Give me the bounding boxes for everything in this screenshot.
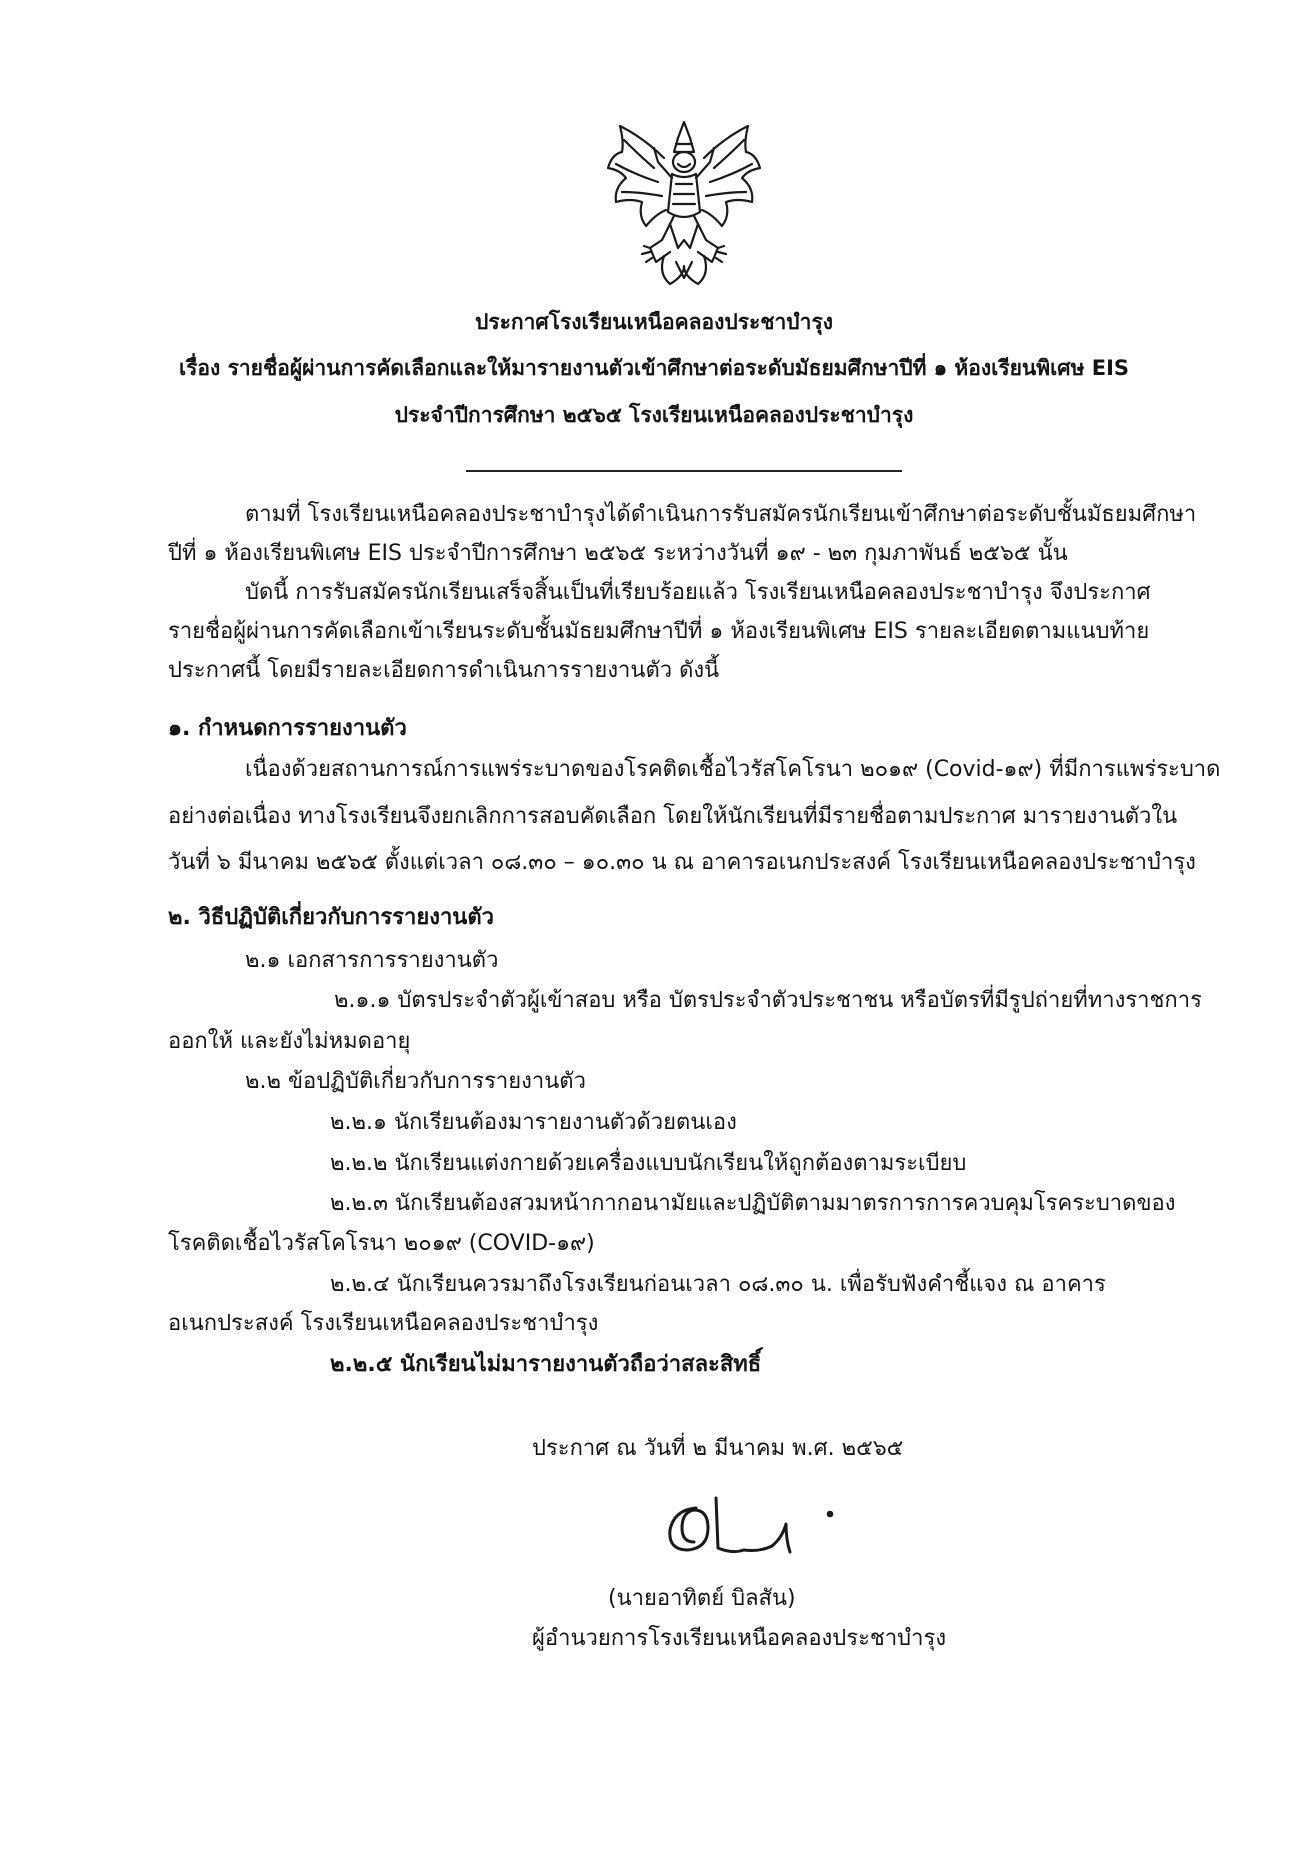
- handwritten-signature: [660, 1488, 845, 1568]
- announcement-title: ประกาศโรงเรียนเหนือคลองประชาบำรุง: [474, 310, 833, 334]
- intro-paragraph-2-line-1: บัดนี้ การรับสมัครนักเรียนเสร็จสิ้นเป็นที่เรียบร้อยแล้ว โรงเรียนเหนือคลองประชาบำรุง จึงประกาศ: [245, 580, 1151, 605]
- section-1-line-2: อย่างต่อเนื่อง ทางโรงเรียนจึงยกเลิกการสอบคัดเลือก โดยให้นักเรียนที่มีรายชื่อตามประกาศ มารายงานตัวใน: [168, 804, 1178, 829]
- section-1-line-1: เนื่องด้วยสถานการณ์การแพร่ระบาดของโรคติดเชื้อไวรัสโคโรนา ๒๐๑๙ (Covid-๑๙) ที่มีการแพร่ระบาด: [245, 757, 1221, 782]
- intro-paragraph-1-line-1: ตามที่ โรงเรียนเหนือคลองประชาบำรุงได้ดำเนินการรับสมัครนักเรียนเข้าศึกษาต่อระดับชั้นมัธยมศึกษา: [245, 502, 1197, 527]
- title-divider: [466, 470, 902, 472]
- section-2-2-4-line-2: อเนกประสงค์ โรงเรียนเหนือคลองประชาบำรุง: [168, 1311, 599, 1336]
- section-2-heading: ๒. วิธีปฏิบัติเกี่ยวกับการรายงานตัว: [168, 905, 494, 930]
- section-2-2-5: ๒.๒.๕ นักเรียนไม่มารายงานตัวถือว่าสละสิทธิ์: [330, 1352, 762, 1377]
- section-2-1-heading: ๒.๑ เอกสารการรายงานตัว: [245, 948, 499, 973]
- announcement-subject-line-1: เรื่อง รายชื่อผู้ผ่านการคัดเลือกและให้มารายงานตัวเข้าศึกษาต่อระดับมัธยมศึกษาปีที่ ๑ ห้องเรียนพิเศษ EIS: [178, 356, 1130, 380]
- signer-title: ผู้อำนวยการโรงเรียนเหนือคลองประชาบำรุง: [532, 1626, 947, 1651]
- signer-name: (นายอาทิตย์ บิลสัน): [608, 1586, 796, 1611]
- section-2-2-4-line-1: ๒.๒.๔ นักเรียนควรมาถึงโรงเรียนก่อนเวลา ๐๘.๓๐ น. เพื่อรับฟังคำชี้แจง ณ อาคาร: [330, 1272, 1106, 1297]
- section-2-2-heading: ๒.๒ ข้อปฏิบัติเกี่ยวกับการรายงานตัว: [245, 1069, 586, 1094]
- section-2-2-2: ๒.๒.๒ นักเรียนแต่งกายด้วยเครื่องแบบนักเรียนให้ถูกต้องตามระเบียบ: [330, 1151, 967, 1176]
- section-2-2-1: ๒.๒.๑ นักเรียนต้องมารายงานตัวด้วยตนเอง: [330, 1110, 737, 1135]
- section-2-1-1-line-1: ๒.๑.๑ บัตรประจำตัวผู้เข้าสอบ หรือ บัตรประจำตัวประชาชน หรือบัตรที่มีรูปถ่ายที่ทางราชการ: [334, 988, 1202, 1013]
- announcement-date: ประกาศ ณ วันที่ ๒ มีนาคม พ.ศ. ๒๕๖๕: [532, 1436, 904, 1461]
- section-2-2-3-line-2: โรคติดเชื้อไวรัสโคโรนา ๒๐๑๙ (COVID-๑๙): [168, 1231, 595, 1256]
- intro-paragraph-2-line-2: รายชื่อผู้ผ่านการคัดเลือกเข้าเรียนระดับชั้นมัธยมศึกษาปีที่ ๑ ห้องเรียนพิเศษ EIS รายละเอียดตามแนบท้าย: [168, 619, 1150, 644]
- section-1-line-3: วันที่ ๖ มีนาคม ๒๕๖๕ ตั้งแต่เวลา ๐๘.๓๐ – ๑๐.๓๐ น ณ อาคารอเนกประสงค์ โรงเรียนเหนือคลองประชาบำรุง: [168, 850, 1196, 875]
- intro-paragraph-2-line-3: ประกาศนี้ โดยมีรายละเอียดการดำเนินการรายงานตัว ดังนี้: [168, 658, 720, 683]
- section-2-1-1-line-2: ออกให้ และยังไม่หมดอายุ: [168, 1029, 411, 1054]
- garuda-emblem-icon: [604, 118, 764, 288]
- section-2-2-3-line-1: ๒.๒.๓ นักเรียนต้องสวมหน้ากากอนามัยและปฏิบัติตามมาตรการการควบคุมโรคระบาดของ: [330, 1191, 1176, 1216]
- intro-paragraph-1-line-2: ปีที่ ๑ ห้องเรียนพิเศษ EIS ประจำปีการศึกษา ๒๕๖๕ ระหว่างวันที่ ๑๙ - ๒๓ กุมภาพันธ์ ๒๕๖๕ นั้น: [168, 541, 1068, 566]
- announcement-subject-line-2: ประจำปีการศึกษา ๒๕๖๕ โรงเรียนเหนือคลองประชาบำรุง: [394, 403, 914, 427]
- section-1-heading: ๑. กำหนดการรายงานตัว: [168, 716, 407, 741]
